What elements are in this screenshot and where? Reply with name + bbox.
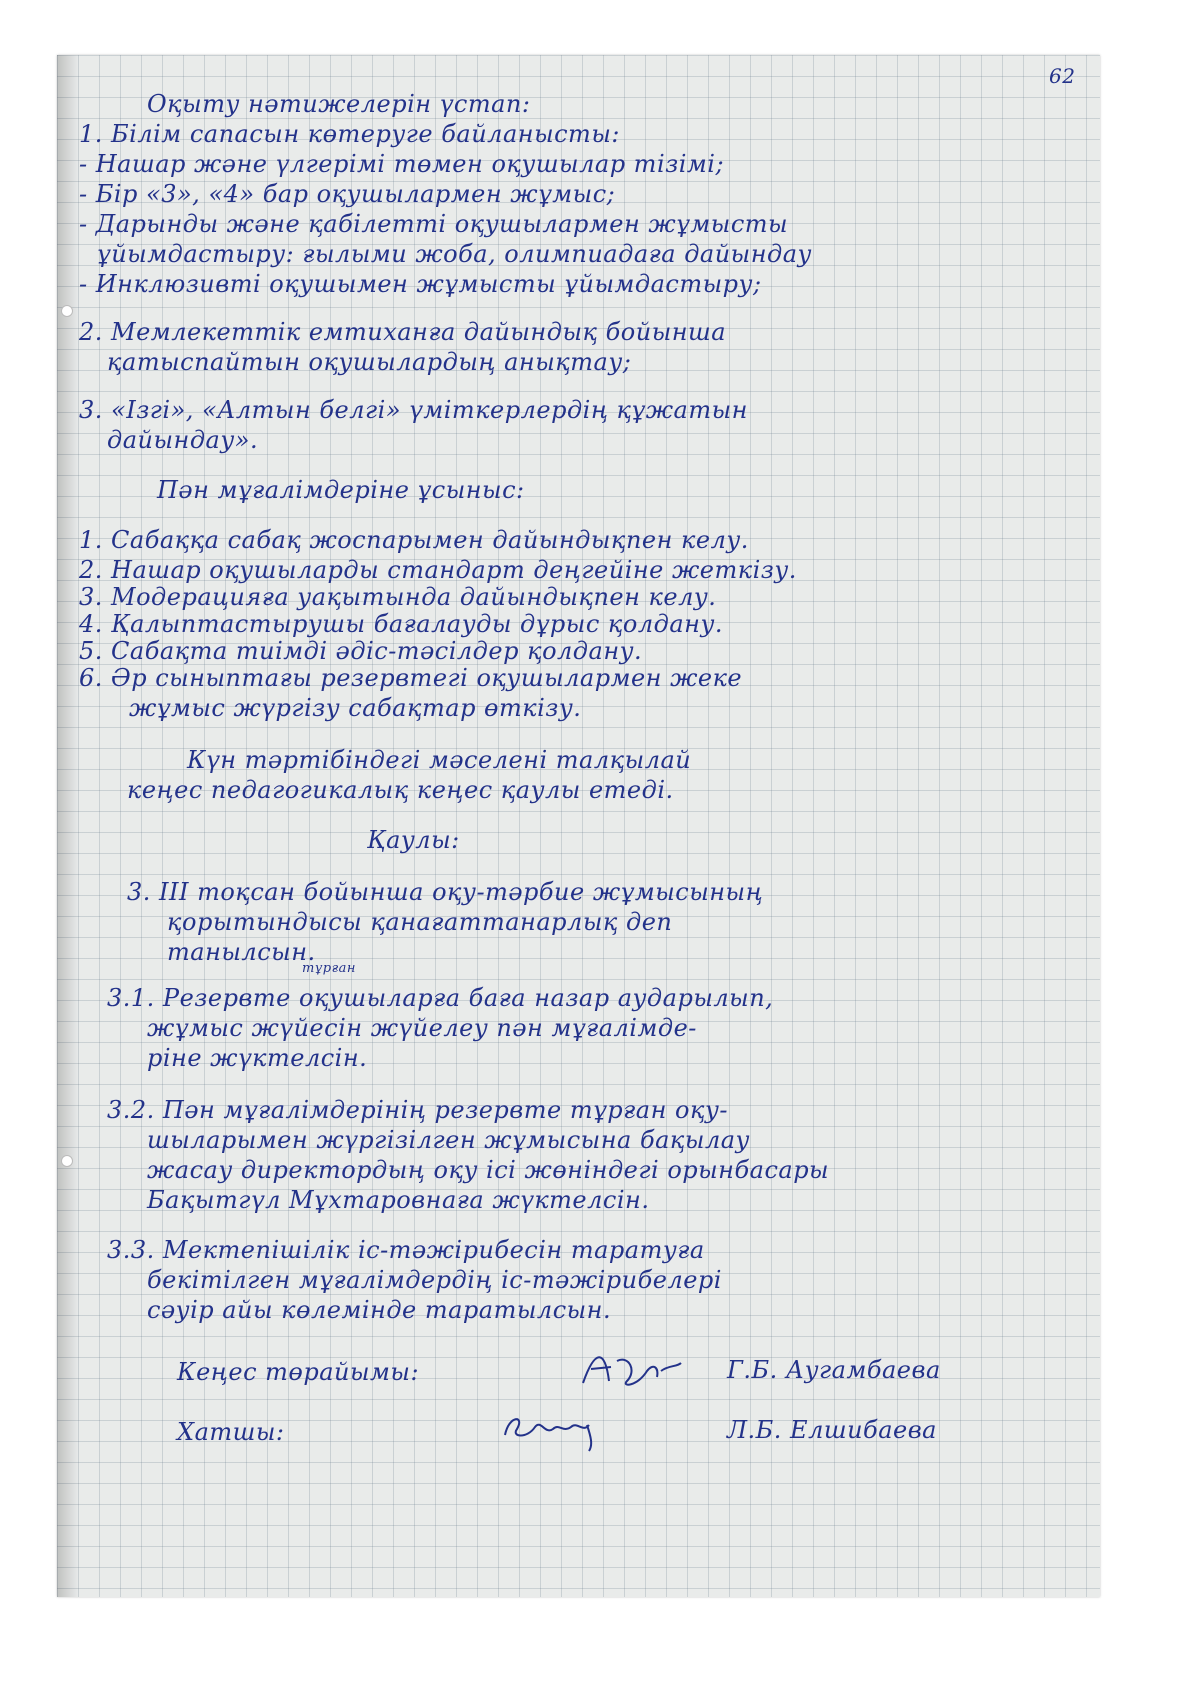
resolution-line: 3. ІІІ тоқсан бойынша оқу-тәрбие жұмысының — [127, 878, 764, 906]
heading-resolution: Қаулы: — [367, 826, 460, 854]
list-item: 5. Сабақта тиімді әдіс-тәсілдер қолдану. — [79, 637, 643, 665]
resolution-line: 3.2. Пән мұғалімдерінің резервте тұрған оқу- — [107, 1096, 729, 1124]
resolution-line: қорытындысы қанағаттанарлық деп — [167, 908, 673, 936]
paragraph-line: Күн тәртібіндегі мәселені талқылай — [187, 746, 692, 774]
signature-role-chair: Кеңес төрайымы: — [177, 1358, 420, 1386]
list-item: - Инклюзивті оқушымен жұмысты ұйымдастыру; — [79, 270, 762, 298]
list-item: жұмыс жүргізу сабақтар өткізу. — [129, 694, 582, 722]
list-item: қатыспайтын оқушылардың анықтау; — [107, 348, 632, 376]
list-item: 3. «Ізгі», «Алтын белгі» үміткерлердің құжатын — [79, 396, 748, 424]
list-item: 1. Сабаққа сабақ жоспарымен дайындықпен келу. — [79, 526, 749, 554]
chair-signature-scribble — [577, 1341, 687, 1397]
resolution-line: танылсын. — [167, 938, 316, 966]
list-item: - Дарынды және қабілетті оқушылармен жұмысты — [79, 210, 789, 238]
punch-hole — [61, 1155, 73, 1167]
list-item: 6. Әр сыныптағы резервтегі оқушылармен жеке — [79, 664, 743, 692]
list-item: 2. Нашар оқушыларды стандарт деңгейіне жеткізу. — [79, 556, 797, 584]
resolution-line: ріне жүктелсін. — [147, 1044, 368, 1072]
list-item: ұйымдастыру: ғылыми жоба, олимпиадаға дайындау — [97, 240, 812, 268]
list-item: 4. Қалыптастырушы бағалауды дұрыс қолдану. — [79, 610, 724, 638]
heading-teachers-recommendation: Пән мұғалімдеріне ұсыныс: — [157, 476, 525, 504]
heading-results: Оқыту нәтижелерін үстап: — [147, 90, 531, 118]
list-item: 2. Мемлекеттік емтиханға дайындық бойынша — [79, 318, 727, 346]
resolution-line: 3.3. Мектепішілік іс-тәжірибесін таратуға — [107, 1236, 705, 1264]
resolution-line: 3.1. Резервте оқушыларға баға назар аударылып, — [107, 984, 774, 1012]
signature-role-secretary: Хатшы: — [177, 1418, 285, 1446]
punch-hole — [61, 305, 73, 317]
resolution-line: жасау директордың оқу ісі жөніндегі орынбасары — [147, 1156, 830, 1184]
signature-name-chair: Г.Б. Аугамбаева — [727, 1356, 941, 1384]
list-item: 1. Білім сапасын көтеруге байланысты: — [79, 120, 620, 148]
signature-name-secretary: Л.Б. Елшибаева — [727, 1416, 937, 1444]
secretary-signature-scribble — [497, 1405, 607, 1455]
notebook-page — [57, 55, 1100, 1597]
list-item: - Нашар және үлгерімі төмен оқушылар тізімі; — [79, 150, 725, 178]
resolution-line: сәуір айы көлемінде таратылсын. — [147, 1296, 612, 1324]
list-item: - Бір «3», «4» бар оқушылармен жұмыс; — [79, 180, 616, 208]
paragraph-line: кеңес педагогикалық кеңес қаулы етеді. — [127, 776, 674, 804]
list-item: дайындау». — [107, 426, 259, 454]
resolution-line: жұмыс жүйесін жүйелеу пән мұғалімде- — [147, 1014, 697, 1042]
inserted-word-note: тұрған — [302, 961, 356, 976]
resolution-line: Бақытгүл Мұхтаровнаға жүктелсін. — [147, 1186, 650, 1214]
page-number: 62 — [1049, 64, 1076, 88]
binding-margin — [57, 55, 79, 1597]
resolution-line: бекітілген мұғалімдердің іс-тәжірибелері — [147, 1266, 722, 1294]
resolution-line: шыларымен жүргізілген жұмысына бақылау — [147, 1126, 750, 1154]
list-item: 3. Модерацияға уақытында дайындықпен келу. — [79, 583, 717, 611]
